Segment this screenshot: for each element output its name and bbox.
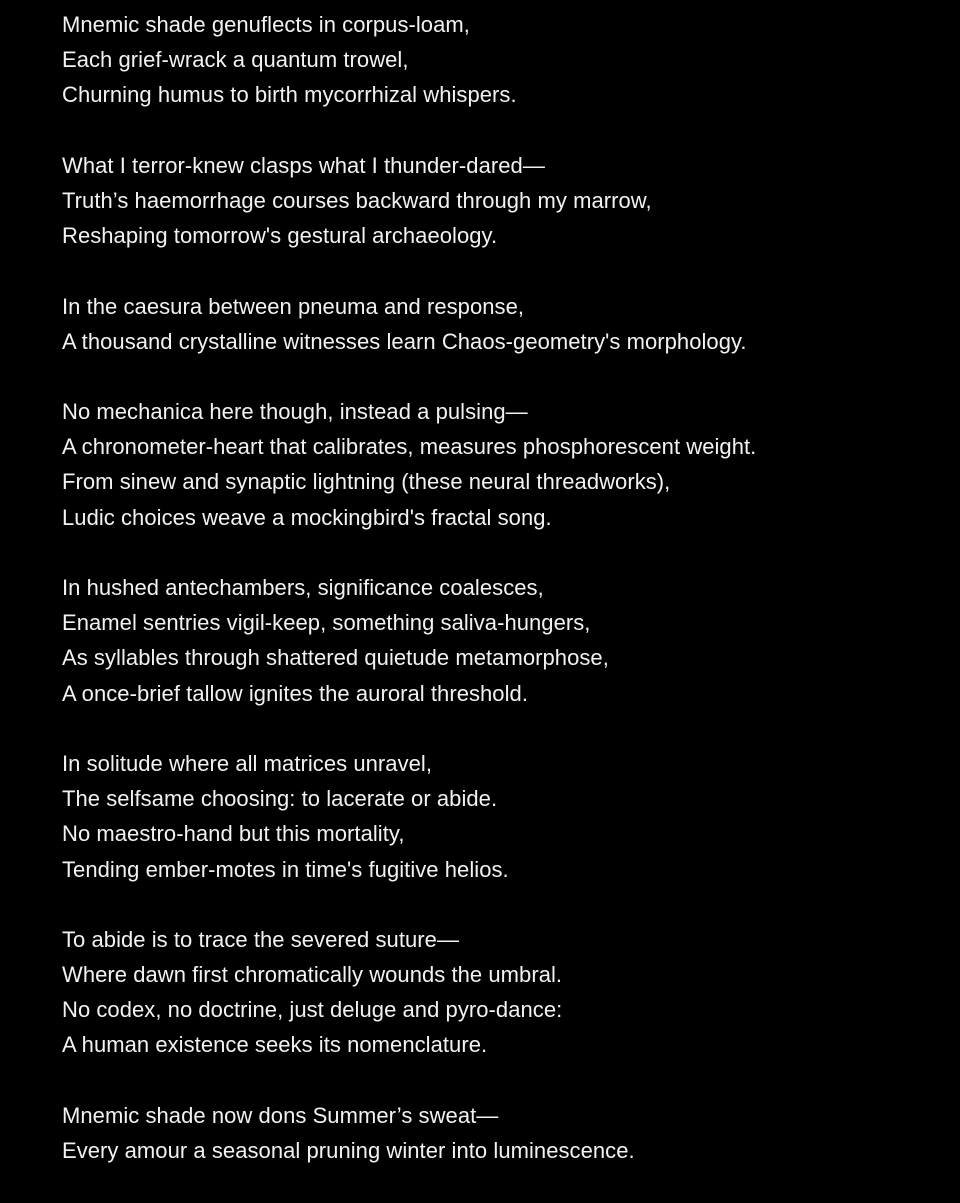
stanza-6 [62, 746, 942, 887]
poem-line: As syllables through shattered quietude metamorphose, [62, 645, 609, 671]
poem-line: No codex, no doctrine, just deluge and pyro-dance: [62, 997, 563, 1023]
stanza-3 [62, 289, 942, 359]
poem-line: A thousand crystalline witnesses learn Chaos-geometry's morphology. [62, 328, 747, 354]
stanza-5 [62, 570, 942, 711]
poem-line: Truth’s haemorrhage courses backward through my marrow, [62, 187, 652, 213]
poem-line: Churning humus to birth mycorrhizal whispers. [62, 82, 517, 108]
poem-line: In solitude where all matrices unravel, [62, 750, 433, 776]
poem-line: To abide is to trace the severed suture— [62, 926, 459, 952]
poem-line: A once-brief tallow ignites the auroral threshold. [62, 680, 528, 706]
stanza-4 [62, 394, 942, 535]
stanza-2 [62, 148, 942, 254]
poem-line: From sinew and synaptic lightning (these neural threadworks), [62, 469, 671, 495]
poem-line: Where dawn first chromatically wounds the umbral. [62, 962, 563, 988]
poem-line: The selfsame choosing: to lacerate or abide. [62, 786, 498, 812]
poem-line: In hushed antechambers, significance coalesces, [62, 575, 544, 600]
poem-line: In the caesura between pneuma and response, [62, 293, 525, 319]
poem-line: Enamel sentries vigil-keep, something saliva-hungers, [62, 610, 591, 636]
poem-line: What I terror-knew clasps what I thunder-dared— [62, 152, 545, 178]
stanza-1 [62, 7, 942, 113]
poem-line: Each grief-wrack a quantum trowel, [62, 47, 409, 73]
poem-line: Every amour a seasonal pruning winter into luminescence. [62, 1138, 635, 1163]
poem-text [62, 7, 942, 1203]
poem-line: Reshaping tomorrow's gestural archaeology. [62, 223, 498, 249]
poem-line: Tending ember-motes in time's fugitive helios. [62, 856, 509, 882]
poem-line: A chronometer-heart that calibrates, measures phosphorescent weight. [62, 434, 757, 460]
poem-line: Ludic choices weave a mockingbird's fractal song. [62, 504, 552, 530]
stanza-7 [62, 922, 942, 1063]
poem-line: A human existence seeks its nomenclature. [62, 1032, 488, 1058]
poem-line: No maestro-hand but this mortality, [62, 821, 405, 847]
poem-line: Mnemic shade genuflects in corpus-loam, [62, 12, 470, 37]
stanza-8 [62, 1098, 942, 1168]
poem-line: No mechanica here though, instead a pulsing— [62, 399, 528, 425]
poem-line: Mnemic shade now dons Summer’s sweat— [62, 1102, 499, 1128]
